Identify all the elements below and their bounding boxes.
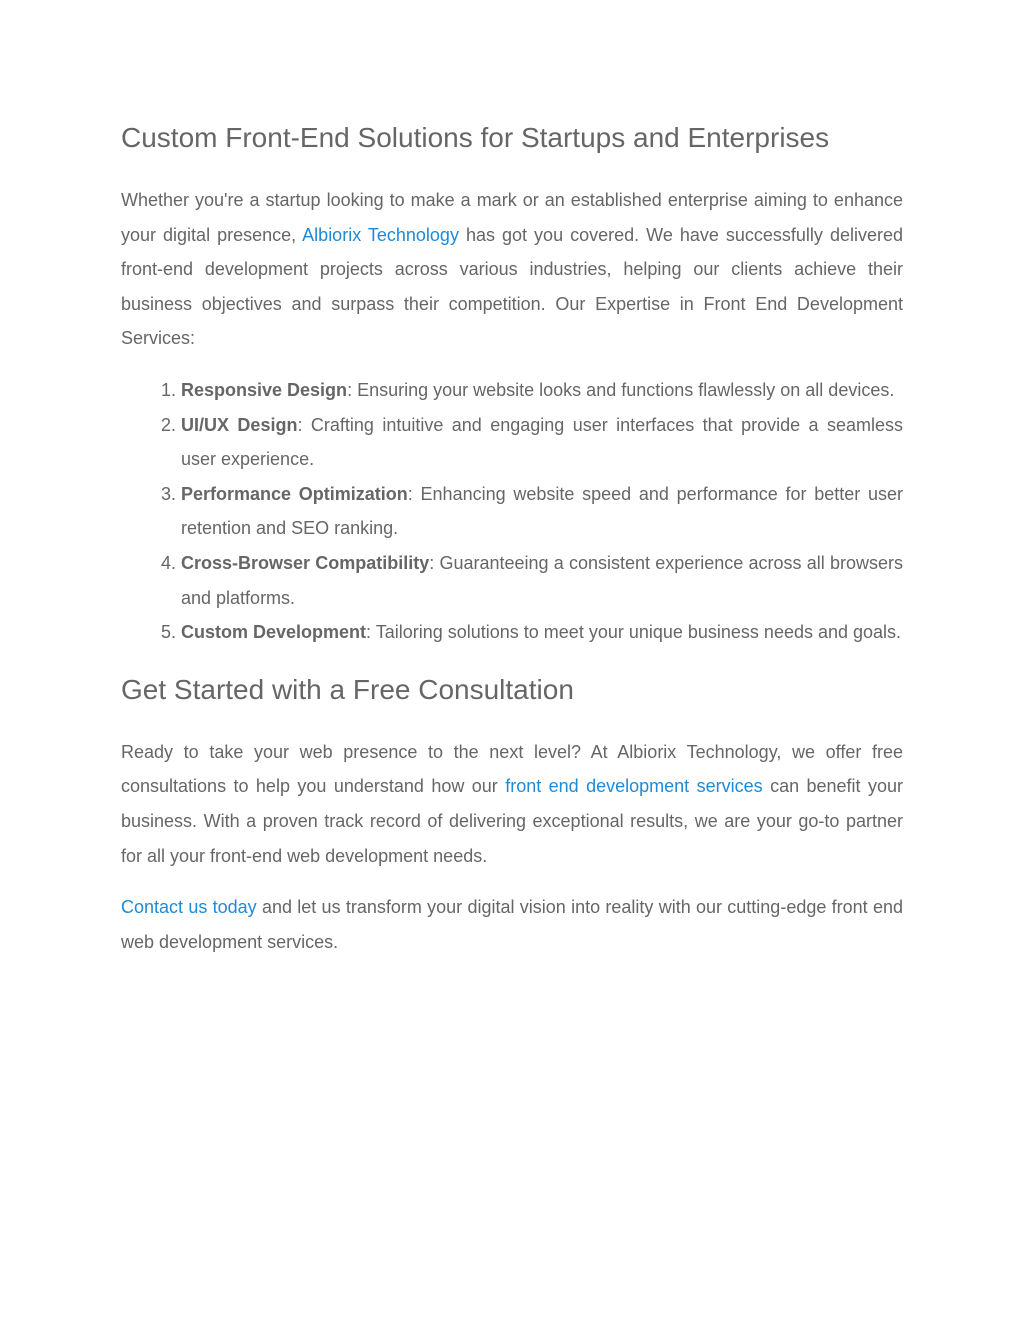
list-item-desc: : Guaranteeing a consistent experience across all browsers and platforms. <box>181 552 904 608</box>
intro-paragraph <box>121 183 903 356</box>
list-item-title: Performance Optimization <box>181 483 408 504</box>
list-item-title: UI/UX Design <box>181 414 298 435</box>
list-item-desc: : Enhancing website speed and performance for better user retention and SEO ranking. <box>181 483 903 539</box>
albiorix-technology-link[interactable]: Albiorix Technology <box>302 224 459 245</box>
list-item <box>181 408 903 477</box>
list-item <box>181 615 903 650</box>
intro-text-start: Whether you're a startup looking to make a mark or an established enterprise aiming to enhance your digital presence, <box>121 190 903 245</box>
list-item-desc: : Ensuring your website looks and functions flawlessly on all devices. <box>347 379 895 400</box>
list-item <box>181 477 903 546</box>
list-item-desc: : Crafting intuitive and engaging user interfaces that provide a seamless user experience. <box>181 414 903 470</box>
list-item-desc: : Tailoring solutions to meet your unique business needs and goals. <box>366 622 902 643</box>
list-item-title: Cross-Browser Compatibility <box>181 552 430 573</box>
consultation-text-start: Ready to take your web presence to the next level? At Albiorix Technology, we offer free consultations to help you understand how our <box>121 741 903 797</box>
list-item <box>181 546 903 615</box>
intro-text-end: has got you covered. We have successfully delivered front-end development projects across various industries, helping our clients achieve their business objectives and surpass their competition. Our Expertise in Front End Development Services: <box>121 224 903 349</box>
contact-text-end: and let us transform your digital vision into reality with our cutting-edge front end web development services. <box>121 897 903 952</box>
consultation-text-end: can benefit your business. With a proven track record of delivering exceptional results, we are your go-to partner for all your front-end web development needs. <box>121 776 903 866</box>
list-item <box>181 373 903 408</box>
contact-us-link[interactable]: Contact us today <box>121 897 257 918</box>
contact-paragraph <box>121 890 903 959</box>
section-heading-free-consultation: Get Started with a Free Consultation <box>121 673 574 705</box>
expertise-list <box>121 373 903 650</box>
front-end-services-link[interactable]: front end development services <box>505 776 763 797</box>
section-heading-custom-solutions: Custom Front-End Solutions for Startups and Enterprises <box>121 122 830 153</box>
consultation-paragraph <box>121 735 903 873</box>
list-item-title: Custom Development <box>181 622 367 643</box>
list-item-title: Responsive Design <box>181 379 348 400</box>
